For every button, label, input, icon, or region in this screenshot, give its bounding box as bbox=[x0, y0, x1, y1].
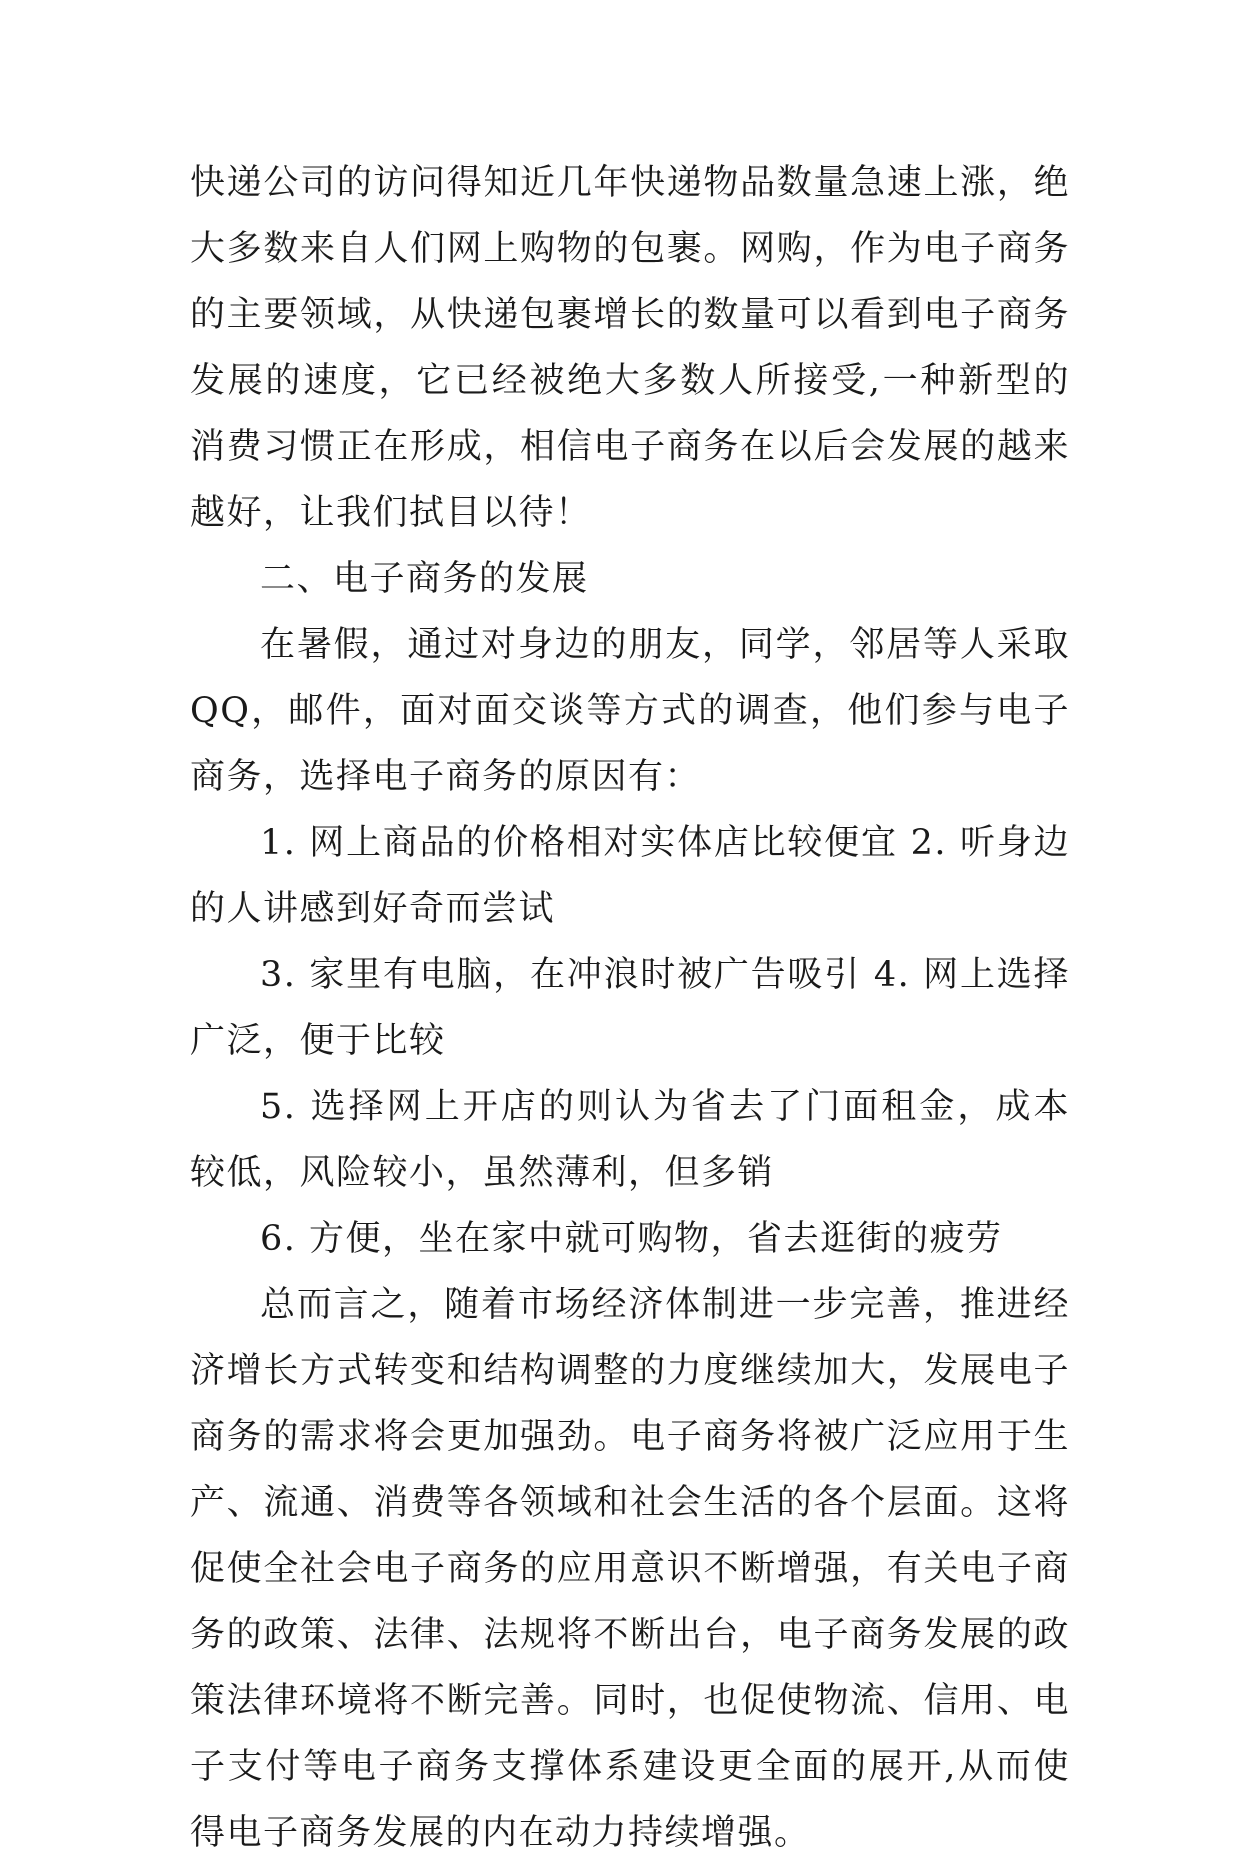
paragraph-continuation: 快递公司的访问得知近几年快递物品数量急速上涨，绝大多数来自人们网上购物的包裹。网购，作为电子商务的主要领域，从快递包裹增长的数量可以看到电子商务发展的速度，它已经被绝大多数人所接受,一种新型的消费习惯正在形成，相信电子商务在以后会发展的越来越好，让我们拭目以待！ bbox=[190, 163, 1070, 533]
list-item-reason-6: 6. 方便，坐在家中就可购物，省去逛街的疲劳 bbox=[260, 1219, 1003, 1259]
list-item-reasons-3-4: 3. 家里有电脑，在冲浪时被广告吸引 4. 网上选择广泛，便于比较 bbox=[190, 955, 1070, 1061]
paragraph-survey-intro: 在暑假，通过对身边的朋友，同学，邻居等人采取QQ，邮件，面对面交谈等方式的调查，他们参与电子商务，选择电子商务的原因有： bbox=[190, 625, 1070, 797]
paragraph-conclusion: 总而言之，随着市场经济体制进一步完善，推进经济增长方式转变和结构调整的力度继续加大，发展电子商务的需求将会更加强劲。电子商务将被广泛应用于生产、流通、消费等各领域和社会生活的各个层面。这将促使全社会电子商务的应用意识不断增强，有关电子商务的政策、法律、法规将不断出台，电子商务发展的政策法律环境将不断完善。同时，也促使物流、信用、电子支付等电子商务支撑体系建设更全面的展开,从而使得电子商务发展的内在动力持续增强。 bbox=[190, 1285, 1070, 1853]
section-heading: 二、电子商务的发展 bbox=[260, 559, 589, 599]
document-body bbox=[190, 150, 1070, 1866]
list-item-reason-5: 5. 选择网上开店的则认为省去了门面租金，成本较低，风险较小，虽然薄利，但多销 bbox=[190, 1087, 1070, 1193]
list-item-reasons-1-2: 1. 网上商品的价格相对实体店比较便宜 2. 听身边的人讲感到好奇而尝试 bbox=[190, 823, 1070, 929]
